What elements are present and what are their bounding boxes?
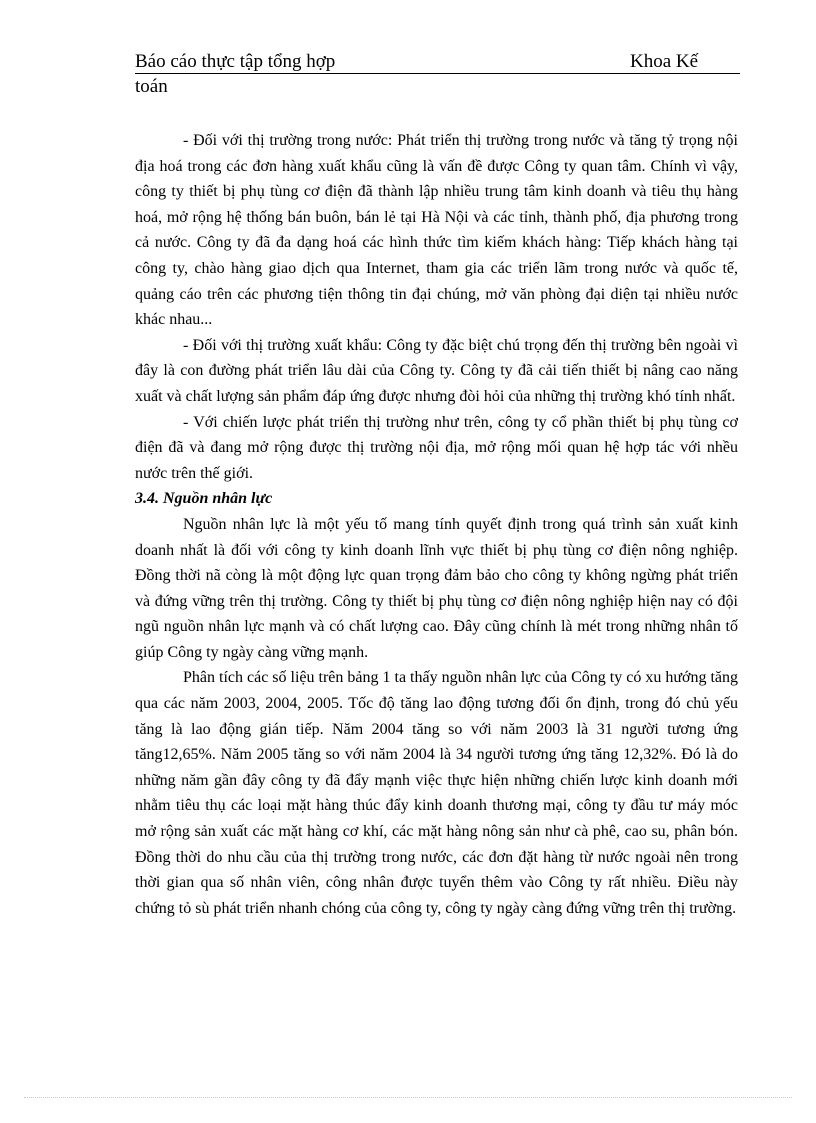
paragraph-human-resources: Nguồn nhân lực là một yếu tố mang tính quyết định trong quá trình sản xuất kinh doanh nhất là đối với công ty kinh doanh lĩnh vực thiết bị phụ tùng cơ điện nông nghiệp. Đồng thời nã còng là một động lực quan trọng đảm bảo cho công ty không ngừng phát triển và đứng vững trên thị trường. Công ty thiết bị phụ tùng cơ điện nông nghiệp hiện nay có đội ngũ nguồn nhân lực mạnh và có chất lượng cao. Đây cũng chính là mét trong những nhân tố giúp Công ty ngày càng vững mạnh. <box>135 515 738 661</box>
header-row <box>135 50 740 74</box>
header-department: Khoa Kế <box>630 51 699 72</box>
section-heading: 3.4. Nguồn nhân lực <box>135 490 273 508</box>
paragraph-domestic-market: - Đối với thị trường trong nước: Phát triển thị trường trong nước và tăng tỷ trọng nội địa hoá trong các đơn hàng xuất khẩu cũng là vấn đề được Công ty quan tâm. Chính vì vậy, công ty thiết bị phụ tùng cơ điện đã thành lập nhiều trung tâm kinh doanh và tiêu thụ hàng hoá, mở rộng hệ thống bán buôn, bán lẻ tại Hà Nội và các tỉnh, thành phố, địa phương trong cả nước. Công ty đã đa dạng hoá các hình thức tìm kiếm khách hàng: Tiếp khách hàng tại công ty, chào hàng giao dịch qua Internet, tham gia các triển lãm trong nước và quốc tế, quảng cáo trên các phương tiện thông tin đại chúng, mở văn phòng đại diện tại nhiều nước khác nhau... <box>135 132 738 329</box>
paragraph-market-strategy: - Với chiến lược phát triển thị trường như trên, công ty cổ phần thiết bị phụ tùng cơ điện đã và đang mở rộng được thị trường nội địa, mở rộng mối quan hệ hợp tác với nhều nước trên thế giới. <box>135 413 738 482</box>
document-body <box>135 128 738 921</box>
header-department-continued: toán <box>135 76 168 97</box>
header-report-title: Báo cáo thực tập tổng hợp <box>135 51 336 72</box>
footer-dotted-line <box>24 1097 792 1098</box>
paragraph-export-market: - Đối với thị trường xuất khẩu: Công ty đặc biệt chú trọng đến thị trường bên ngoài vì đây là con đường phát triển lâu dài của Công ty. Công ty đã cải tiến thiết bị nâng cao năng xuất và chất lượng sản phẩm đáp ứng được nhưng đòi hỏi của những thị trường khó tính nhất. <box>135 336 738 405</box>
page-header <box>135 50 740 99</box>
paragraph-workforce-analysis: Phân tích các số liệu trên bảng 1 ta thấy nguồn nhân lực của Công ty có xu hướng tăng qua các năm 2003, 2004, 2005. Tốc độ tăng lao động tương đối ổn định, trong đó chủ yếu tăng là lao động gián tiếp. Năm 2004 tăng so với năm 2003 là 31 người tương ứng tăng12,65%. Năm 2005 tăng so với năm 2004 là 34 người tương ứng tăng 12,32%. Đó là do những năm gần đây công ty đã đẩy mạnh việc thực hiện những chiến lược kinh doanh mới nhằm tiêu thụ các loại mặt hàng thúc đẩy kinh doanh thương mại, công ty đầu tư máy móc mở rộng sản xuất các mặt hàng cơ khí, các mặt hàng nông sản như cà phê, cao su, phân bón. Đồng thời do nhu cầu của thị trường trong nước, các đơn đặt hàng từ nước ngoài nên trong thời gian qua số nhân viên, công nhân được tuyển thêm vào Công ty rất nhiều. Điều này chứng tỏ sù phát triển nhanh chóng của công ty, công ty ngày càng đứng vững trên thị trường. <box>135 669 739 917</box>
